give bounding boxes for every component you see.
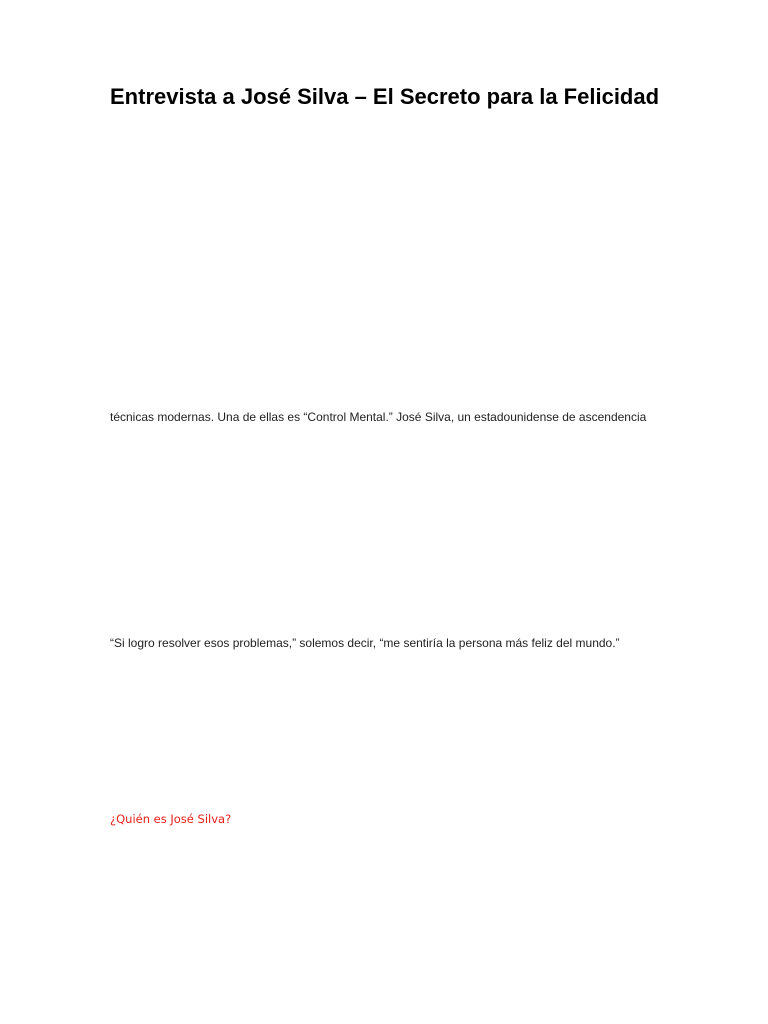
paragraph-problemas-quote: “Si logro resolver esos problemas,” solemos decir, “me sentiría la persona más feliz del mundo.”: [110, 636, 620, 650]
paragraph-control-mental: técnicas modernas. Una de ellas es “Control Mental.” José Silva, un estadounidense de ascendencia: [110, 410, 647, 424]
section-heading-quien-es: ¿Quién es José Silva?: [110, 812, 232, 826]
document-title: Entrevista a José Silva – El Secreto para la Felicidad: [110, 84, 660, 109]
